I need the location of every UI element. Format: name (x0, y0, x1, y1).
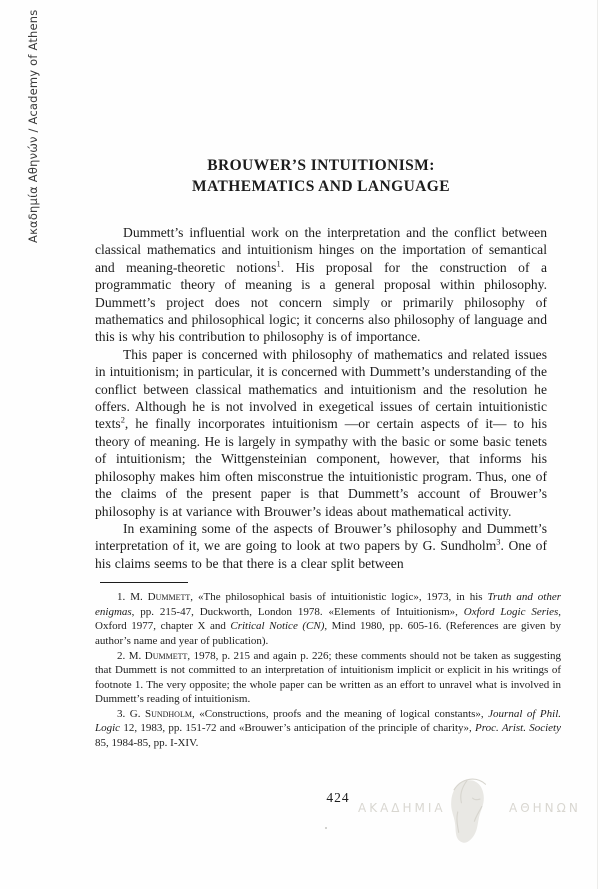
watermark-text-akadimia: ΑΚΑΔΗΜΙΑ (358, 801, 446, 815)
watermark-text-athinon: ΑΘΗΝΩΝ (509, 801, 581, 815)
title-line-1: BROUWER’S INTUITIONISM: (207, 157, 435, 174)
scan-edge-line (597, 0, 598, 889)
footnote-1: 1. M. Dummett, «The philosophical basis of intuitionistic logic», 1973, in his Truth and other enigmas, pp. 215-47, Duckworth, London 1978. «Elements of Intuitionism», Oxford Logic Series, Oxford 1977, chapter X and Critical Notice (CN), Mind 1980, pp. 605-16. (References are given by author’s name and year of publication). (95, 591, 561, 647)
page-number: 424 (326, 790, 350, 805)
footnotes (95, 590, 561, 751)
paragraph-3: In examining some of the aspects of Brouwer’s philosophy and Dummett’s interpretation of it, we are going to look at two papers by G. Sundholm$^3$. One of his claims seems to be that there is a clear split between (95, 520, 548, 571)
article-content (95, 155, 562, 751)
paragraph-2: This paper is concerned with philosophy of mathematics and related issues in intuitionism; in particular, it is concerned with Dummett’s understanding of the conflict between classical mathematics and intuitionism and the resolution he offers. Although he is not involved in exegetical issues of certain intuitionistic texts$^2$, he finally incorporates intuitionism —or certain aspects of it— to his theory of meaning. He is largely in sympathy with the basic or some basic tenets of intuitionism; the Wittgensteinian component, however, that informs his philosophy makes him often misconstrue the intuitionistic program. Thus, one of the claims of the present paper is that Dummett’s account of Brouwer’s philosophy is at variance with Brouwer’s ideas about mathematical activity. (95, 346, 547, 519)
paragraph-1: Dummett’s influential work on the interpretation and the conflict between classical mathematics and intuitionism hinges on the importation of semantical and meaning-theoretic notions$^1$. His proposal for the construction of a programmatic theory of meaning is a general proposal within philosophy. Dummett’s project does not concern simply or primarily philosophy of mathematics and philosophical logic; it concerns also philosophy of language and this is why his contribution to philosophy is of importance. (95, 225, 548, 345)
footnote-separator (100, 582, 188, 583)
footnote-2: 2. M. Dummett, 1978, p. 215 and again p. 226; these comments should not be taken as suggesting that Dummett is not committed to an interpretation of intuitionism implicit or explicit in his writings of footnote 1. The very opposite; the whole paper can be written as an effort to unravel what is involved in Dummett’s reading of intuitionism. (95, 649, 562, 706)
athena-head-logo-icon (438, 775, 496, 849)
title-line-2: MATHEMATICS AND LANGUAGE (192, 178, 450, 195)
scan-speck (325, 827, 327, 829)
library-stamp-vertical-text: Ακαδημία Αθηνών / Academy of Athens (26, 9, 40, 243)
article-title (95, 155, 547, 197)
footnote-3: 3. G. Sundholm, «Constructions, proofs and the meaning of logical constants», Journal of Phil. Logic 12, 1983, pp. 151-72 and «Brouwer’s anticipation of the principle of charity», Proc. Arist. Society 85, 1984-85, pp. I-XIV. (95, 707, 562, 750)
